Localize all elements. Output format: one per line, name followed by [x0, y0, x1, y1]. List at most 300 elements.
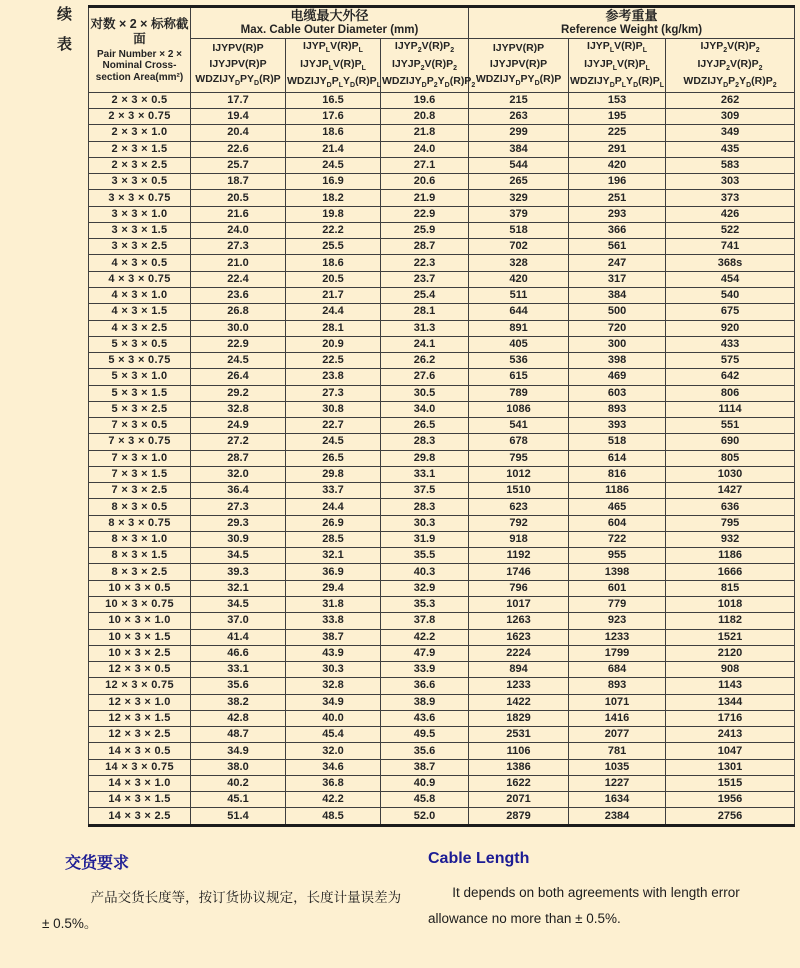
value-cell: 49.5 — [381, 727, 469, 743]
value-cell: 22.6 — [191, 141, 286, 157]
value-cell: 36.9 — [286, 564, 381, 580]
table-row — [89, 190, 795, 206]
value-cell: 309 — [666, 109, 795, 125]
value-cell: 21.6 — [191, 206, 286, 222]
value-cell: 518 — [469, 222, 569, 238]
diameter-group-zh: 电缆最大外径 — [290, 8, 369, 24]
diameter-group-header — [191, 7, 469, 39]
value-cell: 27.3 — [286, 385, 381, 401]
value-cell: 18.7 — [191, 174, 286, 190]
value-cell: 28.1 — [381, 304, 469, 320]
size-cell: 4 × 3 × 0.5 — [89, 255, 191, 271]
value-cell: 894 — [469, 662, 569, 678]
value-cell: 603 — [569, 385, 666, 401]
value-cell: 33.8 — [286, 613, 381, 629]
size-cell: 3 × 3 × 1.0 — [89, 206, 191, 222]
table-row — [89, 613, 795, 629]
value-cell: 42.2 — [381, 629, 469, 645]
value-cell: 1018 — [666, 597, 795, 613]
value-cell: 511 — [469, 287, 569, 303]
value-cell: 225 — [569, 125, 666, 141]
value-cell: 2077 — [569, 727, 666, 743]
size-cell: 12 × 3 × 1.0 — [89, 694, 191, 710]
table-row — [89, 597, 795, 613]
value-cell: 20.9 — [286, 336, 381, 352]
value-cell: 21.4 — [286, 141, 381, 157]
value-cell: 433 — [666, 336, 795, 352]
cable-type-label: $IJYJP_LV(R)P_L$ — [300, 57, 366, 72]
value-cell: 47.9 — [381, 645, 469, 661]
size-cell: 3 × 3 × 2.5 — [89, 239, 191, 255]
table-row — [89, 141, 795, 157]
size-cell: 12 × 3 × 2.5 — [89, 727, 191, 743]
value-cell: 30.9 — [191, 531, 286, 547]
value-cell: 40.0 — [286, 710, 381, 726]
value-cell: 1012 — [469, 466, 569, 482]
table-row — [89, 792, 795, 808]
value-cell: 27.2 — [191, 434, 286, 450]
cable-length-text: It depends on both agreements with length error allowance no more than ± 0.5%. — [428, 885, 740, 926]
value-cell: 795 — [469, 450, 569, 466]
size-cell: 4 × 3 × 1.0 — [89, 287, 191, 303]
size-cell: 10 × 3 × 0.5 — [89, 580, 191, 596]
value-cell: 29.8 — [381, 450, 469, 466]
value-cell: 31.3 — [381, 320, 469, 336]
value-cell: 806 — [666, 385, 795, 401]
value-cell: 328 — [469, 255, 569, 271]
value-cell: 22.5 — [286, 353, 381, 369]
size-cell: 12 × 3 × 0.75 — [89, 678, 191, 694]
size-cell: 7 × 3 × 1.5 — [89, 466, 191, 482]
value-cell: 26.5 — [381, 418, 469, 434]
weight-type-col-3 — [666, 39, 795, 93]
table-row — [89, 743, 795, 759]
table-header — [89, 7, 795, 93]
value-cell: 33.7 — [286, 483, 381, 499]
size-cell: 3 × 3 × 0.75 — [89, 190, 191, 206]
value-cell: 32.9 — [381, 580, 469, 596]
value-cell: 26.5 — [286, 450, 381, 466]
value-cell: 29.2 — [191, 385, 286, 401]
value-cell: 893 — [569, 401, 666, 417]
value-cell: 1143 — [666, 678, 795, 694]
size-cell: 3 × 3 × 1.5 — [89, 222, 191, 238]
value-cell: 405 — [469, 336, 569, 352]
table-row — [89, 808, 795, 825]
value-cell: 349 — [666, 125, 795, 141]
value-cell: 29.3 — [191, 515, 286, 531]
value-cell: 17.7 — [191, 92, 286, 108]
value-cell: 51.4 — [191, 808, 286, 825]
value-cell: 293 — [569, 206, 666, 222]
value-cell: 29.4 — [286, 580, 381, 596]
value-cell: 20.5 — [286, 271, 381, 287]
value-cell: 544 — [469, 157, 569, 173]
value-cell: 43.9 — [286, 645, 381, 661]
cable-type-label: $IJYJP_2V(R)P_2$ — [392, 57, 458, 72]
value-cell: 28.3 — [381, 434, 469, 450]
value-cell: 32.8 — [286, 678, 381, 694]
table-row — [89, 629, 795, 645]
value-cell: 1344 — [666, 694, 795, 710]
value-cell: 795 — [666, 515, 795, 531]
value-cell: 469 — [569, 369, 666, 385]
value-cell: 24.1 — [381, 336, 469, 352]
table-row — [89, 564, 795, 580]
value-cell: 420 — [469, 271, 569, 287]
value-cell: 2224 — [469, 645, 569, 661]
table-row — [89, 174, 795, 190]
size-cell: 10 × 3 × 2.5 — [89, 645, 191, 661]
table-row — [89, 727, 795, 743]
value-cell: 262 — [666, 92, 795, 108]
value-cell: 36.8 — [286, 775, 381, 791]
value-cell: 21.7 — [286, 287, 381, 303]
value-cell: 30.3 — [286, 662, 381, 678]
cable-type-label: $WDZIJY_DPY_D(R)P$ — [475, 73, 562, 88]
value-cell: 1186 — [666, 548, 795, 564]
value-cell: 317 — [569, 271, 666, 287]
value-cell: 644 — [469, 304, 569, 320]
value-cell: 41.4 — [191, 629, 286, 645]
delivery-requirements-section — [42, 850, 407, 936]
value-cell: 299 — [469, 125, 569, 141]
value-cell: 20.4 — [191, 125, 286, 141]
corner-header-cell — [89, 7, 191, 93]
value-cell: 300 — [569, 336, 666, 352]
value-cell: 1301 — [666, 759, 795, 775]
value-cell: 518 — [569, 434, 666, 450]
value-cell: 1521 — [666, 629, 795, 645]
value-cell: 1186 — [569, 483, 666, 499]
value-cell: 541 — [469, 418, 569, 434]
size-cell: 4 × 3 × 1.5 — [89, 304, 191, 320]
value-cell: 1515 — [666, 775, 795, 791]
value-cell: 20.8 — [381, 109, 469, 125]
value-cell: 1799 — [569, 645, 666, 661]
value-cell: 34.9 — [286, 694, 381, 710]
size-cell: 14 × 3 × 2.5 — [89, 808, 191, 825]
value-cell: 690 — [666, 434, 795, 450]
size-cell: 14 × 3 × 0.75 — [89, 759, 191, 775]
value-cell: 20.6 — [381, 174, 469, 190]
cable-spec-table — [88, 5, 795, 827]
value-cell: 26.8 — [191, 304, 286, 320]
size-cell: 7 × 3 × 2.5 — [89, 483, 191, 499]
value-cell: 22.9 — [381, 206, 469, 222]
table-row — [89, 385, 795, 401]
value-cell: 35.6 — [191, 678, 286, 694]
value-cell: 1071 — [569, 694, 666, 710]
table-row — [89, 125, 795, 141]
value-cell: 789 — [469, 385, 569, 401]
value-cell: 46.6 — [191, 645, 286, 661]
value-cell: 805 — [666, 450, 795, 466]
value-cell: 2120 — [666, 645, 795, 661]
value-cell: 420 — [569, 157, 666, 173]
size-cell: 2 × 3 × 0.75 — [89, 109, 191, 125]
value-cell: 40.9 — [381, 775, 469, 791]
value-cell: 329 — [469, 190, 569, 206]
value-cell: 1427 — [666, 483, 795, 499]
value-cell: 23.6 — [191, 287, 286, 303]
value-cell: 24.5 — [286, 434, 381, 450]
size-cell: 12 × 3 × 0.5 — [89, 662, 191, 678]
value-cell: 1386 — [469, 759, 569, 775]
value-cell: 42.2 — [286, 792, 381, 808]
value-cell: 24.4 — [286, 499, 381, 515]
value-cell: 2879 — [469, 808, 569, 825]
value-cell: 368s — [666, 255, 795, 271]
corner-header-en: Pair Number × 2 × Nominal Cross-section Area(mm²) — [95, 48, 184, 83]
value-cell: 45.1 — [191, 792, 286, 808]
value-cell: 601 — [569, 580, 666, 596]
value-cell: 1017 — [469, 597, 569, 613]
weight-group-zh: 参考重量 — [605, 8, 658, 24]
value-cell: 426 — [666, 206, 795, 222]
value-cell: 684 — [569, 662, 666, 678]
cable-type-label: IJYPV(R)P — [212, 41, 264, 54]
value-cell: 722 — [569, 531, 666, 547]
value-cell: 720 — [569, 320, 666, 336]
value-cell: 32.0 — [191, 466, 286, 482]
value-cell: 920 — [666, 320, 795, 336]
value-cell: 35.6 — [381, 743, 469, 759]
value-cell: 816 — [569, 466, 666, 482]
value-cell: 28.1 — [286, 320, 381, 336]
value-cell: 2531 — [469, 727, 569, 743]
value-cell: 33.1 — [381, 466, 469, 482]
value-cell: 24.0 — [191, 222, 286, 238]
weight-type-col-2 — [569, 39, 666, 93]
value-cell: 25.9 — [381, 222, 469, 238]
value-cell: 34.9 — [191, 743, 286, 759]
size-cell: 8 × 3 × 0.75 — [89, 515, 191, 531]
value-cell: 1716 — [666, 710, 795, 726]
value-cell: 500 — [569, 304, 666, 320]
value-cell: 30.8 — [286, 401, 381, 417]
value-cell: 40.3 — [381, 564, 469, 580]
weight-group-en: Reference Weight (kg/km) — [561, 23, 703, 36]
value-cell: 1030 — [666, 466, 795, 482]
value-cell: 540 — [666, 287, 795, 303]
value-cell: 2756 — [666, 808, 795, 825]
value-cell: 29.8 — [286, 466, 381, 482]
table-row — [89, 109, 795, 125]
value-cell: 27.1 — [381, 157, 469, 173]
table-row — [89, 466, 795, 482]
value-cell: 796 — [469, 580, 569, 596]
value-cell: 22.4 — [191, 271, 286, 287]
table-row — [89, 418, 795, 434]
value-cell: 24.0 — [381, 141, 469, 157]
value-cell: 31.8 — [286, 597, 381, 613]
table-row — [89, 548, 795, 564]
value-cell: 247 — [569, 255, 666, 271]
value-cell: 32.1 — [286, 548, 381, 564]
size-cell: 14 × 3 × 1.0 — [89, 775, 191, 791]
value-cell: 30.5 — [381, 385, 469, 401]
value-cell: 25.5 — [286, 239, 381, 255]
value-cell: 21.8 — [381, 125, 469, 141]
value-cell: 16.9 — [286, 174, 381, 190]
value-cell: 22.2 — [286, 222, 381, 238]
size-cell: 4 × 3 × 2.5 — [89, 320, 191, 336]
value-cell: 2071 — [469, 792, 569, 808]
value-cell: 265 — [469, 174, 569, 190]
size-cell: 7 × 3 × 0.5 — [89, 418, 191, 434]
value-cell: 45.4 — [286, 727, 381, 743]
cable-type-label: $IJYP_LV(R)P_L$ — [587, 40, 647, 55]
value-cell: 1227 — [569, 775, 666, 791]
size-cell: 14 × 3 × 0.5 — [89, 743, 191, 759]
table-row — [89, 678, 795, 694]
value-cell: 18.6 — [286, 255, 381, 271]
value-cell: 195 — [569, 109, 666, 125]
value-cell: 32.0 — [286, 743, 381, 759]
value-cell: 35.5 — [381, 548, 469, 564]
value-cell: 561 — [569, 239, 666, 255]
size-cell: 5 × 3 × 1.0 — [89, 369, 191, 385]
value-cell: 465 — [569, 499, 666, 515]
value-cell: 1047 — [666, 743, 795, 759]
value-cell: 34.0 — [381, 401, 469, 417]
value-cell: 215 — [469, 92, 569, 108]
value-cell: 36.6 — [381, 678, 469, 694]
cable-type-label: IJYPV(R)P — [492, 41, 545, 54]
value-cell: 393 — [569, 418, 666, 434]
value-cell: 34.6 — [286, 759, 381, 775]
table-row — [89, 239, 795, 255]
value-cell: 33.9 — [381, 662, 469, 678]
size-cell: 7 × 3 × 0.75 — [89, 434, 191, 450]
value-cell: 1622 — [469, 775, 569, 791]
diameter-type-col-3 — [381, 39, 476, 93]
value-cell: 24.4 — [286, 304, 381, 320]
diameter-type-col-1 — [191, 39, 286, 93]
value-cell: 366 — [569, 222, 666, 238]
table-row — [89, 92, 795, 108]
value-cell: 1263 — [469, 613, 569, 629]
value-cell: 435 — [666, 141, 795, 157]
value-cell: 918 — [469, 531, 569, 547]
header-group-row — [89, 7, 795, 39]
value-cell: 1233 — [469, 678, 569, 694]
size-cell: 5 × 3 × 0.75 — [89, 353, 191, 369]
value-cell: 35.3 — [381, 597, 469, 613]
table-row — [89, 759, 795, 775]
value-cell: 1182 — [666, 613, 795, 629]
value-cell: 17.6 — [286, 109, 381, 125]
size-cell: 2 × 3 × 1.0 — [89, 125, 191, 141]
table-row — [89, 353, 795, 369]
cable-type-label: IJYJPV(R)P — [489, 57, 548, 70]
value-cell: 1233 — [569, 629, 666, 645]
value-cell: 32.1 — [191, 580, 286, 596]
value-cell: 454 — [666, 271, 795, 287]
value-cell: 48.7 — [191, 727, 286, 743]
table-row — [89, 434, 795, 450]
value-cell: 781 — [569, 743, 666, 759]
value-cell: 2413 — [666, 727, 795, 743]
value-cell: 373 — [666, 190, 795, 206]
value-cell: 1746 — [469, 564, 569, 580]
size-cell: 8 × 3 × 1.5 — [89, 548, 191, 564]
value-cell: 779 — [569, 597, 666, 613]
size-cell: 8 × 3 × 1.0 — [89, 531, 191, 547]
diameter-type-col-2 — [286, 39, 381, 93]
value-cell: 26.4 — [191, 369, 286, 385]
value-cell: 38.0 — [191, 759, 286, 775]
table-row — [89, 255, 795, 271]
value-cell: 1416 — [569, 710, 666, 726]
table-row — [89, 710, 795, 726]
value-cell: 615 — [469, 369, 569, 385]
table-row — [89, 450, 795, 466]
value-cell: 604 — [569, 515, 666, 531]
table-row — [89, 662, 795, 678]
size-cell: 5 × 3 × 2.5 — [89, 401, 191, 417]
table-row — [89, 694, 795, 710]
value-cell: 26.9 — [286, 515, 381, 531]
value-cell: 702 — [469, 239, 569, 255]
value-cell: 32.8 — [191, 401, 286, 417]
size-cell: 2 × 3 × 0.5 — [89, 92, 191, 108]
value-cell: 379 — [469, 206, 569, 222]
table-row — [89, 531, 795, 547]
value-cell: 932 — [666, 531, 795, 547]
cable-type-label: $WDZIJY_DPY_D(R)P$ — [195, 73, 281, 88]
value-cell: 25.4 — [381, 287, 469, 303]
corner-header-zh: 对数 × 2 × 标称截面 — [90, 16, 189, 47]
value-cell: 1634 — [569, 792, 666, 808]
value-cell: 38.2 — [191, 694, 286, 710]
table-row — [89, 222, 795, 238]
value-cell: 45.8 — [381, 792, 469, 808]
delivery-requirements-text: 产品交货长度等，按订货协议规定，长度计量误差为 ± 0.5%。 — [42, 890, 402, 931]
table-row — [89, 320, 795, 336]
value-cell: 28.7 — [191, 450, 286, 466]
cable-type-label: $WDZIJY_DP_LY_D(R)P_L$ — [287, 75, 381, 90]
size-cell: 3 × 3 × 0.5 — [89, 174, 191, 190]
value-cell: 955 — [569, 548, 666, 564]
value-cell: 1035 — [569, 759, 666, 775]
table-row — [89, 499, 795, 515]
size-cell: 14 × 3 × 1.5 — [89, 792, 191, 808]
value-cell: 39.3 — [191, 564, 286, 580]
size-cell: 5 × 3 × 1.5 — [89, 385, 191, 401]
value-cell: 24.9 — [191, 418, 286, 434]
value-cell: 23.7 — [381, 271, 469, 287]
value-cell: 1398 — [569, 564, 666, 580]
cable-length-heading: Cable Length — [428, 850, 530, 867]
value-cell: 21.9 — [381, 190, 469, 206]
value-cell: 2384 — [569, 808, 666, 825]
value-cell: 1956 — [666, 792, 795, 808]
value-cell: 1114 — [666, 401, 795, 417]
value-cell: 27.3 — [191, 239, 286, 255]
cable-type-label: $IJYP_2V(R)P_2$ — [394, 40, 455, 55]
cable-length-section — [428, 850, 793, 931]
size-cell: 7 × 3 × 1.0 — [89, 450, 191, 466]
diameter-group-en: Max. Cable Outer Diameter (mm) — [240, 23, 419, 36]
value-cell: 551 — [666, 418, 795, 434]
value-cell: 22.3 — [381, 255, 469, 271]
value-cell: 384 — [569, 287, 666, 303]
size-cell: 8 × 3 × 0.5 — [89, 499, 191, 515]
weight-group-header — [469, 7, 795, 39]
value-cell: 37.0 — [191, 613, 286, 629]
